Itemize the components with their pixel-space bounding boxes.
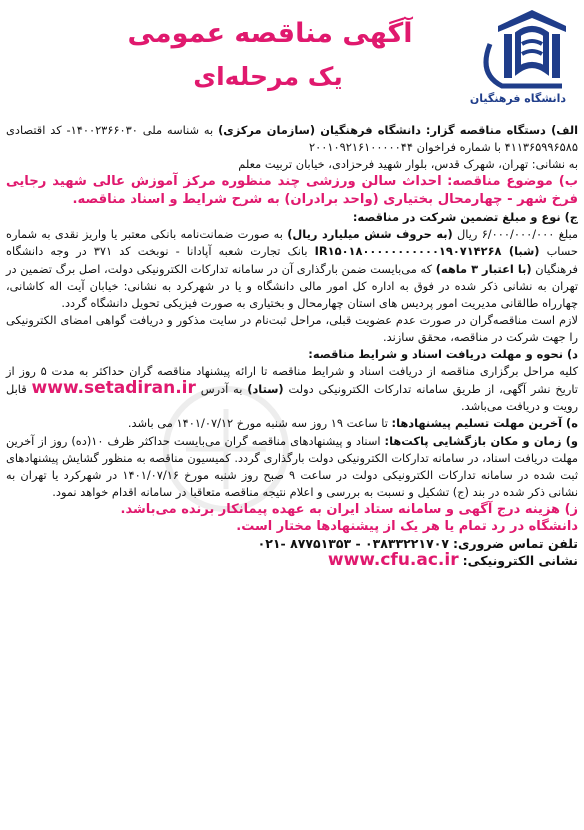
section-f-text: اسناد و پیشنهادهای مناقصه گران می‌بایست حداکثر ظرف ۱۰(ده) روز از آخرین مهلت دریافت اسناد، در سامانه تدارکات الکترونیکی دولت بارگذاری گردد. کمیسیون مناقصه به منظور گشایش پیشنهادهای ثبت شده در سامانه تدارکات الکترونیکی دولت در ساعت ۹ صبح روز شنبه مورخ ۱۴۰۱/۰۷/۱۶ در شهرکرد یا تهران به نشانی ذکر شده در بند (ج) تشکیل و نسبت به بررسی و اعلام نتیجه مناقصه متعاقبا در سامانه اقدام خواهد نمود. [6, 433, 578, 499]
setadiran-link[interactable]: www.setadiran.ir [31, 378, 196, 399]
section-c-bank: بانک تجارت شعبه آپادانا - نوبخت کد ۳۷۱ در وجه دانشگاه فرهنگیان [6, 244, 578, 276]
section-c-delivery: که می‌بایست ضمن بارگذاری آن در سامانه تدارکات الکترونیکی دولت، اصل برگ تضمین در تهران به نشانی ذکر شده در فوق به اداره کل امور مالی دانشگاه و یا در شهرکرد به نشانی: خیابان آیت اله کاشانی، چهارراه طالقانی مدیریت امور پردیس های استان چهارمحال و بختیاری به صورت فیزیکی تحویل دانشگاه گردد. [6, 261, 578, 310]
section-c-amount-words: (به حروف شش میلیارد ریال) [287, 227, 453, 242]
section-b [6, 173, 578, 209]
section-a-label: الف) دستگاه مناقصه گزار: [425, 123, 579, 137]
section-a-org: دانشگاه فرهنگیان (سازمان مرکزی) [218, 123, 422, 137]
tender-notice [6, 4, 578, 826]
section-c [6, 226, 578, 311]
header [6, 4, 578, 120]
phone-label: تلفن تماس ضروری: [452, 536, 578, 552]
section-f-label: و) زمان و مکان بازگشایی پاکت‌ها: [384, 433, 578, 448]
section-e [6, 415, 578, 432]
notice-subtitle: یک مرحله‌ای [193, 62, 343, 91]
section-f [6, 433, 578, 501]
section-a-text1: به شناسه ملی ۱۴۰۰۲۳۶۶۰۳۰- کد اقتصادی ۴۱۱۳۶۵۹۹۶۵۸۵ با شماره فراخوان ۲۰۰۱۰۹۲۱۶۱۰۰۰۰۰۴۴ [6, 123, 578, 155]
section-b-label: ب) موضوع مناقصه: [447, 174, 578, 190]
section-a-address: به نشانی: تهران، شهرک قدس، بلوار شهید فرحزادی، خیابان تربیت معلم [238, 157, 578, 172]
section-c-guarantee: به صورت ضمانت‌نامه بانکی معتبر یا واریز نقدی به شماره حساب [6, 227, 578, 259]
section-c-validity: (با اعتبار ۳ ماهه) [435, 261, 532, 276]
section-e-text: تا ساعت ۱۹ روز سه شنبه مورخ ۱۴۰۱/۰۷/۱۲ می باشد. [127, 416, 388, 431]
section-d-text: کلیه مراحل برگزاری مناقصه از دریافت اسناد و شرایط مناقصه تا ارائه پیشنهاد مناقصه گران حداکثر به مدت ۵ روز از تاریخ نشر آگهی، از طریق سامانه تدارکات الکترونیکی دولت [6, 364, 578, 397]
university-logo [462, 4, 578, 116]
section-g-1: ز) هزینه درج آگهی و سامانه ستاد ایران به عهده پیمانکار برنده می‌باشد. [120, 501, 578, 517]
section-a [6, 122, 578, 156]
section-c-label: ج) نوع و مبلغ تضمین شرکت در مناقصه: [352, 210, 578, 225]
section-c-account: (شبا) IR۱۵۰۱۸۰۰۰۰۰۰۰۰۰۰۰۱۹۰۷۱۴۲۶۸ [314, 244, 540, 259]
notice-body [6, 122, 578, 569]
section-d-setad: (ستاد) [247, 382, 284, 397]
cfu-link[interactable]: www.cfu.ac.ir [327, 550, 459, 571]
contact-web [6, 552, 578, 569]
web-label: نشانی الکترونیکی: [462, 553, 578, 569]
section-g-2: دانشگاه در رد تمام یا هر یک از پیشنهادها مختار است. [236, 518, 578, 534]
section-d-text-end: به آدرس [200, 382, 243, 397]
phone-value: ۰۳۸۳۳۲۲۱۷۰۷ - ۸۷۷۵۱۳۵۳ -۰۲۱ [257, 536, 449, 552]
section-d-link-after: قابل رویت و دریافت می‌باشد. [6, 382, 578, 414]
section-b-text: احداث سالن ورزشی چند منظوره مرکز آموزش عالی شهید رجایی فرخ شهر - چهارمحال بختیاری (واحد برادران) به شرح شرایط و اسناد مناقصه. [6, 174, 578, 208]
section-e-label: ه) آخرین مهلت تسلیم پیشنهادها: [391, 416, 578, 431]
section-c-amount: مبلغ ۶/۰۰۰/۰۰۰/۰۰۰ ریال [457, 227, 579, 242]
notice-title: آگهی مناقصه عمومی [127, 18, 413, 49]
section-c-registration: لازم است مناقصه‌گران در صورت عدم عضویت قبلی، مراحل ثبت‌نام در سایت مذکور و دریافت گواهی امضای الکترونیکی را جهت شرکت در مناقصه، محقق سازند. [6, 312, 578, 344]
section-d [6, 363, 578, 415]
contact-phone [6, 535, 578, 552]
section-d-label: د) نحوه و مهلت دریافت اسناد و شرایط مناقصه: [308, 347, 578, 362]
logo-caption: دانشگاه فرهنگیان [469, 92, 567, 105]
